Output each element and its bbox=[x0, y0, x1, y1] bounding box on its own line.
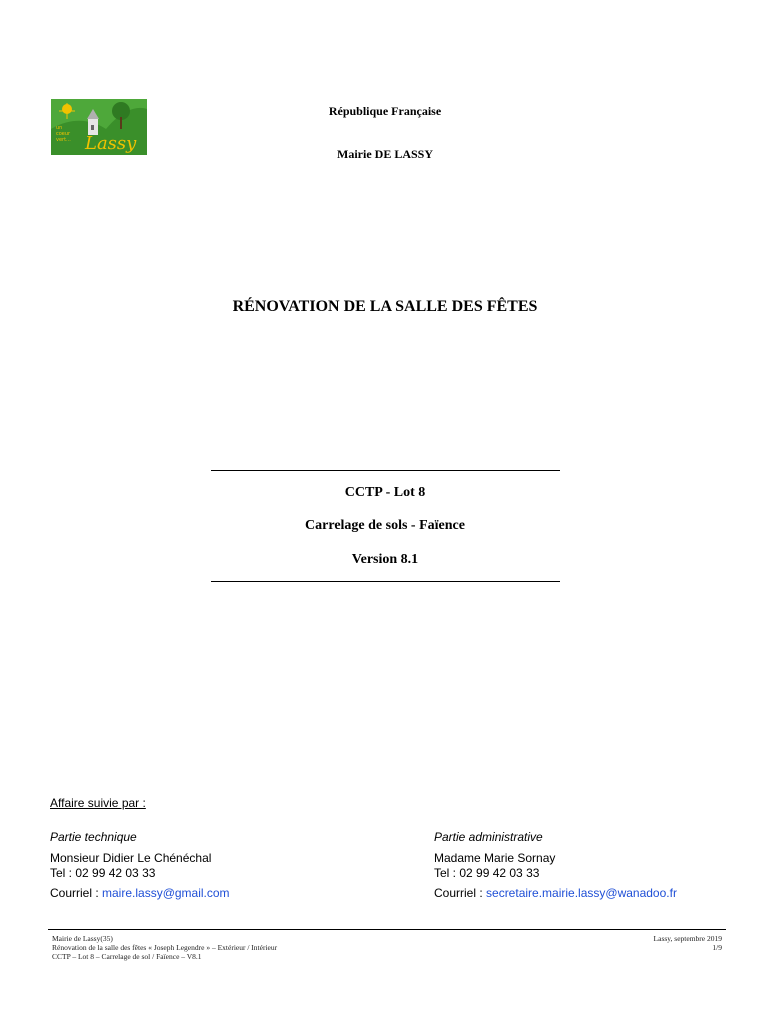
lot-description: Carrelage de sols - Faïence bbox=[305, 518, 465, 533]
footer-date: Lassy, septembre 2019 bbox=[653, 934, 722, 943]
administrative-email-link[interactable]: secretaire.mairie.lassy@wanadoo.fr bbox=[486, 886, 677, 900]
administrative-contact-tel: Tel : 02 99 42 03 33 bbox=[434, 866, 540, 880]
document-title: RÉNOVATION DE LA SALLE DES FÊTES bbox=[232, 298, 538, 315]
footer-left bbox=[52, 934, 277, 961]
administrative-contact-email-line bbox=[434, 886, 677, 900]
technique-contact-name: Monsieur Didier Le Chénéchal bbox=[50, 851, 212, 865]
version-label: Version 8.1 bbox=[351, 552, 419, 567]
technique-email-link[interactable]: maire.lassy@gmail.com bbox=[102, 886, 230, 900]
bottom-rule bbox=[211, 581, 560, 582]
footer-left-line3: CCTP – Lot 8 – Carrelage de sol / Faïence – V8.1 bbox=[52, 952, 202, 961]
footer-right bbox=[654, 934, 722, 952]
courriel-label: Courriel : bbox=[50, 886, 103, 900]
technique-contact-tel: Tel : 02 99 42 03 33 bbox=[50, 866, 156, 880]
partie-administrative-label: Partie administrative bbox=[434, 830, 543, 844]
cctp-lot-label: CCTP - Lot 8 bbox=[344, 485, 426, 500]
footer-left-line2: Rénovation de la salle des fêtes « Joseph Legendre » – Extérieur / Intérieur bbox=[52, 943, 278, 952]
footer-left-line1: Mairie de Lassy(35) bbox=[52, 934, 113, 943]
republic-heading: République Française bbox=[328, 104, 442, 118]
technique-contact-email-line bbox=[50, 886, 230, 900]
affaire-heading: Affaire suivie par : bbox=[50, 796, 146, 810]
logo-tagline: un coeur vert... bbox=[56, 125, 71, 143]
courriel-label: Courriel : bbox=[434, 886, 487, 900]
mairie-heading: Mairie DE LASSY bbox=[337, 147, 433, 161]
page-number: 1/9 bbox=[712, 943, 722, 952]
footer-rule bbox=[48, 929, 726, 930]
logo-script-text: Lassy bbox=[85, 133, 137, 154]
administrative-contact-name: Madame Marie Sornay bbox=[434, 851, 556, 865]
top-rule bbox=[211, 470, 560, 471]
partie-technique-label: Partie technique bbox=[50, 830, 137, 844]
